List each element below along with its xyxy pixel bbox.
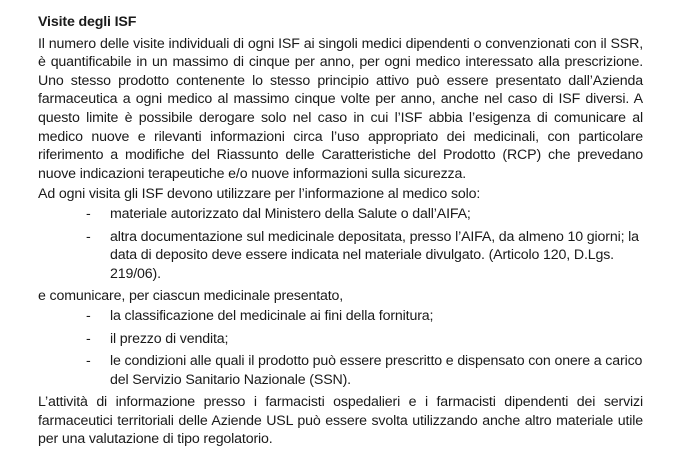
list-item	[38, 330, 643, 349]
list-item-text: altra documentazione sul medicinale depositata, presso l’AIFA, da almeno 10 giorni; la data di deposito deve essere indicata nel materiale divulgato. (Articolo 120, D.Lgs. 219/06).	[110, 228, 639, 282]
paragraph-materials-intro: Ad ogni visita gli ISF devono utilizzare per l’informazione al medico solo:	[38, 186, 481, 203]
section-heading: Visite degli ISF	[38, 14, 137, 30]
paragraph-communicate-intro: e comunicare, per ciascun medicinale presentato,	[38, 288, 344, 305]
document-body	[38, 13, 643, 449]
materials-list	[38, 205, 643, 283]
list-item-text: le condizioni alle quali il prodotto può essere prescritto e dispensato con onere a carico del Servizio Sanitario Nazionale (SSN).	[110, 353, 643, 388]
list-item	[38, 228, 643, 284]
paragraph-pharmacists: L’attività di informazione presso i farmacisti ospedalieri e i farmacisti dipendenti dei servizi farmaceutici territoriali delle Aziende USL può essere svolta utilizzando anche altro materiale utile per una valutazione di tipo regolatorio.	[38, 394, 643, 448]
list-item	[38, 352, 643, 389]
dash-bullet: -	[86, 205, 91, 222]
list-item-text: materiale autorizzato dal Ministero della Salute o dall’AIFA;	[110, 205, 471, 222]
communication-list	[38, 307, 643, 389]
dash-bullet: -	[86, 307, 91, 324]
dash-bullet: -	[86, 353, 91, 370]
list-item	[38, 205, 643, 224]
dash-bullet: -	[86, 228, 91, 245]
list-item-text: la classificazione del medicinale ai fini della fornitura;	[110, 307, 434, 324]
list-item-text: il prezzo di vendita;	[110, 330, 229, 347]
paragraph-visit-limits: Il numero delle visite individuali di ogni ISF ai singoli medici dipendenti o convenzionati con il SSR, è quantificabile in un massimo di cinque per anno, per ogni medico interessato alla prescrizione. Uno stesso prodotto contenente lo stesso principio attivo può essere presentato dall’Azienda farmaceutica a ogni medico al massimo cinque volte per anno, anche nel caso di ISF diversi. A questo limite è possibile derogare solo nel caso in cui l’ISF abbia l’esigenza di comunicare al medico nuove e rilevanti informazioni circa l’uso appropriato dei medicinali, con particolare riferimento a modifiche del Riassunto delle Caratteristiche del Prodotto (RCP) che prevedano nuove indicazioni terapeutiche e/o nuove informazioni sulla sicurezza.	[38, 35, 643, 182]
list-item	[38, 307, 643, 326]
dash-bullet: -	[86, 330, 91, 347]
